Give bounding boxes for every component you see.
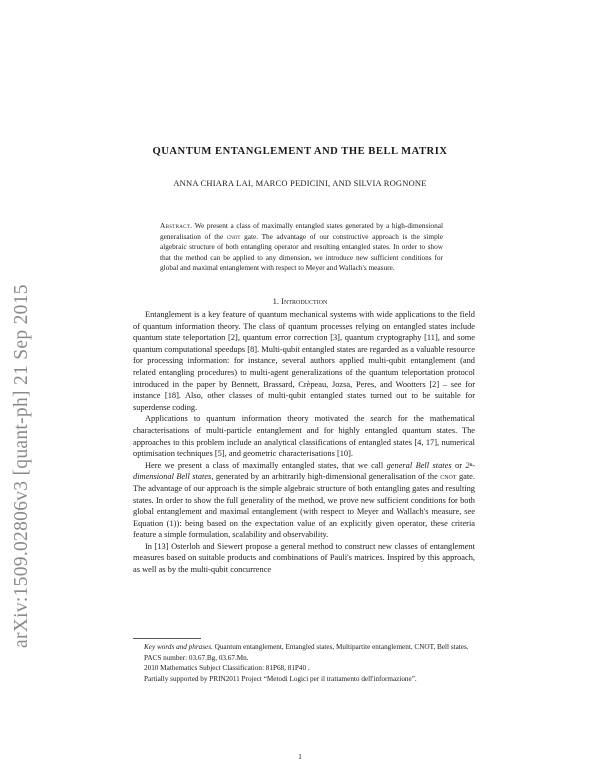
footnote-funding: Partially supported by PRIN2011 Project “Metodi Logici per il trattamento dell'informazione”. bbox=[144, 675, 417, 684]
paragraph-3-text-d: gate. The advantage of our approach is the simple algebraic structure of both entangling gates and resulting states. In order to show the full generality of the method, we prove new sufficient conditions for both global entanglement and maximal entanglement (with respect to Meyer and Wallach's measure, see Equation (1)): being based on the expectation value of an explicitly given operator, these criteria feature a simple formulation, scalability and observability. bbox=[133, 472, 475, 540]
section-heading bbox=[0, 296, 600, 306]
page-number: 1 bbox=[298, 752, 302, 761]
abstract-label: Abstract. bbox=[160, 221, 193, 230]
footnote-keywords bbox=[133, 642, 475, 653]
paragraph-3-text-a: Here we present a class of maximally entangled states, that we call bbox=[145, 460, 384, 470]
paragraph-3-cnot: cnot bbox=[440, 472, 457, 482]
footnote-msc: 2010 Mathematics Subject Classification: 81P68, 81P40 . bbox=[144, 664, 310, 673]
section-title: Introduction bbox=[281, 296, 328, 306]
abstract-text-1: We present a class of maximally entangled states generated by a high-dimensional generalisation of the bbox=[160, 221, 443, 241]
abstract bbox=[160, 221, 443, 274]
paragraph-4: In [13] Osterloh and Siewert propose a general method to construct new classes of entanglement measures based on suitable products and combinations of Pauli's matrices. Inspired by this approach, as well as by the multi-qubit concurrence bbox=[133, 541, 475, 575]
abstract-text-2: gate. The advantage of our constructive approach is the simple algebraic structure of both entangling operator and resulting entangled states. In order to show that the method can be applied to any dimension, we introduce new sufficient conditions for global and maximal entanglement with respect to Meyer and Wallach's measure. bbox=[160, 231, 443, 273]
paper-authors: ANNA CHIARA LAI, MARCO PEDICINI, AND SILVIA ROGNONE bbox=[173, 178, 427, 188]
paragraph-3 bbox=[133, 460, 475, 541]
section-number: 1. bbox=[272, 296, 280, 306]
paragraph-3-emphasis-1: general Bell states bbox=[386, 460, 452, 470]
paragraph-2: Applications to quantum information theory motivated the search for the mathematical characterisations of multi-particle entanglement and for highly entangled quantum states. The approaches to this problem include an analytical classifications of entangled states [4, 17], numerical optimisation techniques [5], and geometric characterisations [10]. bbox=[133, 414, 475, 459]
abstract-cnot: cnot bbox=[226, 231, 241, 241]
paragraph-3-emphasis-2: 2ⁿ-dimensional Bell states bbox=[133, 460, 476, 482]
keywords-label: Key words and phrases. bbox=[144, 643, 213, 651]
paragraph-3-text-c: , generated by an arbitrarily high-dimensional generalisation of the bbox=[211, 472, 438, 482]
paper-title: QUANTUM ENTANGLEMENT AND THE BELL MATRIX bbox=[152, 146, 448, 157]
footnotes bbox=[133, 642, 475, 685]
body-text bbox=[133, 309, 475, 576]
arxiv-identifier: arXiv:1509.02806v3 [quant-ph] 21 Sep 2015 bbox=[11, 284, 32, 648]
paragraph-3-text-b: or bbox=[455, 460, 462, 470]
footnote-rule bbox=[133, 638, 201, 639]
paragraph-1: Entanglement is a key feature of quantum mechanical systems with wide applications to the field of quantum information theory. The class of quantum processes relying on entangled states include quantum state teleportation [2], quantum error correction [3], quantum cryptography [11], and some quantum computational speedups [8]. Multi-qubit entangled states are regarded as a valuable resource for processing information: for instance, several authors applied multi-qubit entanglement (and related entangling procedures) to multi-agent generalizations of the quantum teleportation protocol introduced in the paper by Bennett, Brassard, Crèpeau, Jozsa, Peres, and Wootters [2] – see for instance [18]. Also, other classes of multi-qubit entangled states turned out to be suitable for superdense coding. bbox=[133, 310, 475, 412]
keywords-text: Quantum entanglement, Entangled states, Multipartite entanglement, CNOT, Bell states. bbox=[214, 643, 469, 651]
footnote-pacs: PACS number: 03.67.Bg, 03.67.Mn. bbox=[144, 653, 249, 662]
